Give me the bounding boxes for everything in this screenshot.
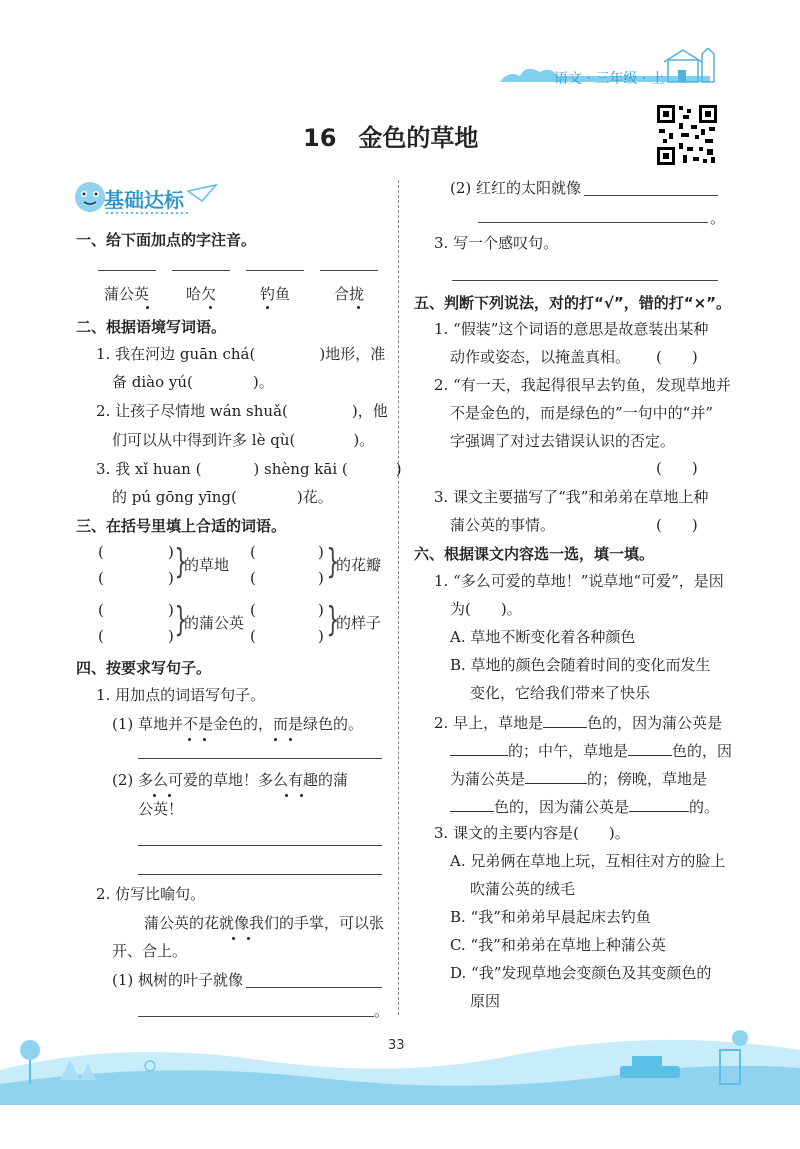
emphasis-dot (266, 306, 269, 309)
answer-line[interactable] (478, 222, 708, 223)
word-helong: 合拢 (334, 285, 365, 303)
s6-q3-option-a-line2: 吹蒲公英的绒毛 (470, 880, 576, 898)
s4-q2-1: (1) 枫树的叶子就像 (112, 971, 244, 989)
paren-open: ( (250, 569, 256, 587)
s5-q2-line3: 字强调了对过去错误认识的否定。 (450, 432, 676, 450)
answer-line[interactable] (98, 270, 156, 271)
s4-q1: 1. 用加点的词语写句子。 (96, 686, 266, 704)
section-6-heading: 六、根据课文内容选一选，填一填。 (414, 545, 655, 563)
word-pugongying: 蒲公英 (104, 285, 150, 303)
emphasis-dot (203, 738, 206, 741)
s6-q3-option-d-line2: 原因 (470, 992, 501, 1010)
answer-line[interactable] (138, 1016, 374, 1017)
emphasis-dot (188, 738, 191, 741)
s4-q1-1: (1) 草地并不是金色的，而是绿色的。 (112, 715, 364, 733)
section-5-heading: 五、判断下列说法，对的打“√”，错的打“×”。 (414, 294, 732, 312)
s6-q3-option-a-line1[interactable]: A. 兄弟俩在草地上玩，互相往对方的脸上 (450, 852, 726, 870)
answer-line[interactable] (584, 195, 718, 196)
brace: } (174, 600, 188, 640)
s2-q1-line1: 1. 我在河边 guān chá( )地形，准 (96, 345, 386, 363)
s6-q3-option-c[interactable]: C. “我”和弟弟在草地上种蒲公英 (450, 936, 666, 954)
s6-q2-line3: 为蒲公英是 的；傍晚，草地是 (450, 767, 707, 789)
word-haqian: 哈欠 (186, 285, 217, 303)
paren-open: ( (98, 569, 104, 587)
s2-q3-line1: 3. 我 xǐ huan ( ) shèng kāi ( ) (96, 460, 402, 478)
s6-q3: 3. 课文的主要内容是( )。 (434, 824, 630, 842)
answer-line[interactable] (452, 280, 718, 281)
answer-line[interactable] (138, 845, 382, 846)
emphasis-dot (232, 937, 235, 940)
section-2-heading: 二、根据语境写词语。 (76, 318, 227, 336)
s2-q3-line2: 的 pú gōng yīng( )花。 (112, 488, 333, 506)
emphasis-dot (209, 306, 212, 309)
basics-badge-label: 基础达标 (104, 188, 184, 212)
lesson-number: 16 (303, 124, 337, 152)
emphasis-dot (300, 794, 303, 797)
answer-line[interactable] (138, 874, 382, 875)
footer-wave-decoration (0, 1020, 800, 1105)
s5-q1-line1: 1. “假装”这个词语的意思是故意装出某种 (434, 320, 709, 338)
section-1-heading: 一、给下面加点的字注音。 (76, 231, 257, 249)
paren-open: ( (98, 601, 104, 619)
judge-paren-1[interactable]: ( ) (656, 348, 698, 366)
label-dandelion: 的蒲公英 (184, 614, 245, 632)
paren-close: ) (318, 627, 324, 645)
s6-q1-line2: 为( )。 (450, 600, 522, 618)
s6-q2-line2: 的；中午，草地是 色的，因 (450, 739, 732, 761)
page-number: 33 (388, 1038, 405, 1053)
section-3-heading: 三、在括号里填上合适的词语。 (76, 517, 287, 535)
section-4-heading: 四、按要求写句子。 (76, 659, 212, 677)
s6-q1-line1: 1. “多么可爱的草地！”说草地“可爱”，是因 (434, 572, 724, 590)
brace: } (174, 542, 188, 582)
s2-q1-line2: 备 diào yú( )。 (112, 373, 274, 391)
judge-paren-2[interactable]: ( ) (656, 459, 698, 477)
s2-q2-line2: 们可以从中得到许多 lè qù( )。 (112, 431, 375, 449)
paren-open: ( (250, 627, 256, 645)
paren-open: ( (250, 601, 256, 619)
paren-close: ) (318, 543, 324, 561)
lesson-title: 金色的草地 (358, 124, 479, 152)
paren-open: ( (98, 543, 104, 561)
paren-close: ) (168, 543, 174, 561)
s4-q1-2-line2: 公英！ (138, 800, 184, 818)
page-title (303, 118, 478, 153)
paren-open: ( (250, 543, 256, 561)
s5-q1-line2: 动作或姿态，以掩盖真相。 (450, 348, 631, 366)
emphasis-dot (285, 794, 288, 797)
s5-q2-line2: 不是金色的，而是绿色的”一句中的“并” (450, 404, 714, 422)
paren-close: ) (318, 601, 324, 619)
s5-q2-line1: 2. “有一天，我起得很早去钓鱼，发现草地并 (434, 376, 731, 394)
s6-q3-option-d-line1[interactable]: D. “我”发现草地会变颜色及其变颜色的 (450, 964, 712, 982)
s4-q2: 2. 仿写比喻句。 (96, 885, 206, 903)
s6-q1-option-a[interactable]: A. 草地不断变化着各种颜色 (450, 628, 636, 646)
header-subject: 语文 · 三年级 · 上 (554, 71, 665, 87)
period: 。 (710, 209, 726, 227)
brace: } (326, 600, 340, 640)
s6-q3-option-b[interactable]: B. “我”和弟弟早晨起床去钓鱼 (450, 908, 651, 926)
paren-close: ) (168, 627, 174, 645)
paren-open: ( (98, 627, 104, 645)
s6-q1-option-b-line2: 变化，它给我们带来了快乐 (470, 684, 651, 702)
emphasis-dot (153, 794, 156, 797)
answer-line[interactable] (246, 987, 382, 988)
emphasis-dot (247, 937, 250, 940)
s5-q3-line1: 3. 课文主要描写了“我”和弟弟在草地上种 (434, 488, 709, 506)
emphasis-dot (289, 738, 292, 741)
column-divider (398, 180, 399, 1015)
label-petal: 的花瓣 (336, 556, 382, 574)
s6-q2-line4: 色的，因为蒲公英是 的。 (450, 795, 719, 817)
emphasis-dot (357, 306, 360, 309)
s4-q2-example-line1: 蒲公英的花就像我们的手掌，可以张 (144, 914, 385, 932)
s4-q2-example-line2: 开、合上。 (112, 942, 188, 960)
judge-paren-3[interactable]: ( ) (656, 516, 698, 534)
paren-close: ) (168, 569, 174, 587)
answer-line[interactable] (320, 270, 378, 271)
s6-q1-option-b-line1[interactable]: B. 草地的颜色会随着时间的变化而发生 (450, 656, 711, 674)
answer-line[interactable] (246, 270, 304, 271)
r-q3: 3. 写一个感叹句。 (434, 234, 559, 252)
label-grass: 的草地 (184, 556, 230, 574)
period: 。 (374, 1002, 390, 1020)
s4-q1-2-line1: (2) 多么可爱的草地！多么有趣的蒲 (112, 771, 349, 789)
label-appearance: 的样子 (336, 614, 382, 632)
qr-code-icon[interactable] (655, 103, 719, 167)
s2-q2-line1: 2. 让孩子尽情地 wán shuǎ( )，他 (96, 402, 388, 420)
emphasis-dot (146, 306, 149, 309)
answer-line[interactable] (138, 758, 382, 759)
answer-line[interactable] (172, 270, 230, 271)
s6-q2-line1: 2. 早上，草地是 色的，因为蒲公英是 (434, 711, 722, 733)
brace: } (326, 542, 340, 582)
paren-close: ) (168, 601, 174, 619)
emphasis-dot (168, 794, 171, 797)
word-diaoyu: 钓鱼 (260, 285, 291, 303)
s5-q3-line2: 蒲公英的事情。 (450, 516, 556, 534)
paren-close: ) (318, 569, 324, 587)
emphasis-dot (274, 738, 277, 741)
r-q2: (2) 红红的太阳就像 (450, 179, 582, 197)
